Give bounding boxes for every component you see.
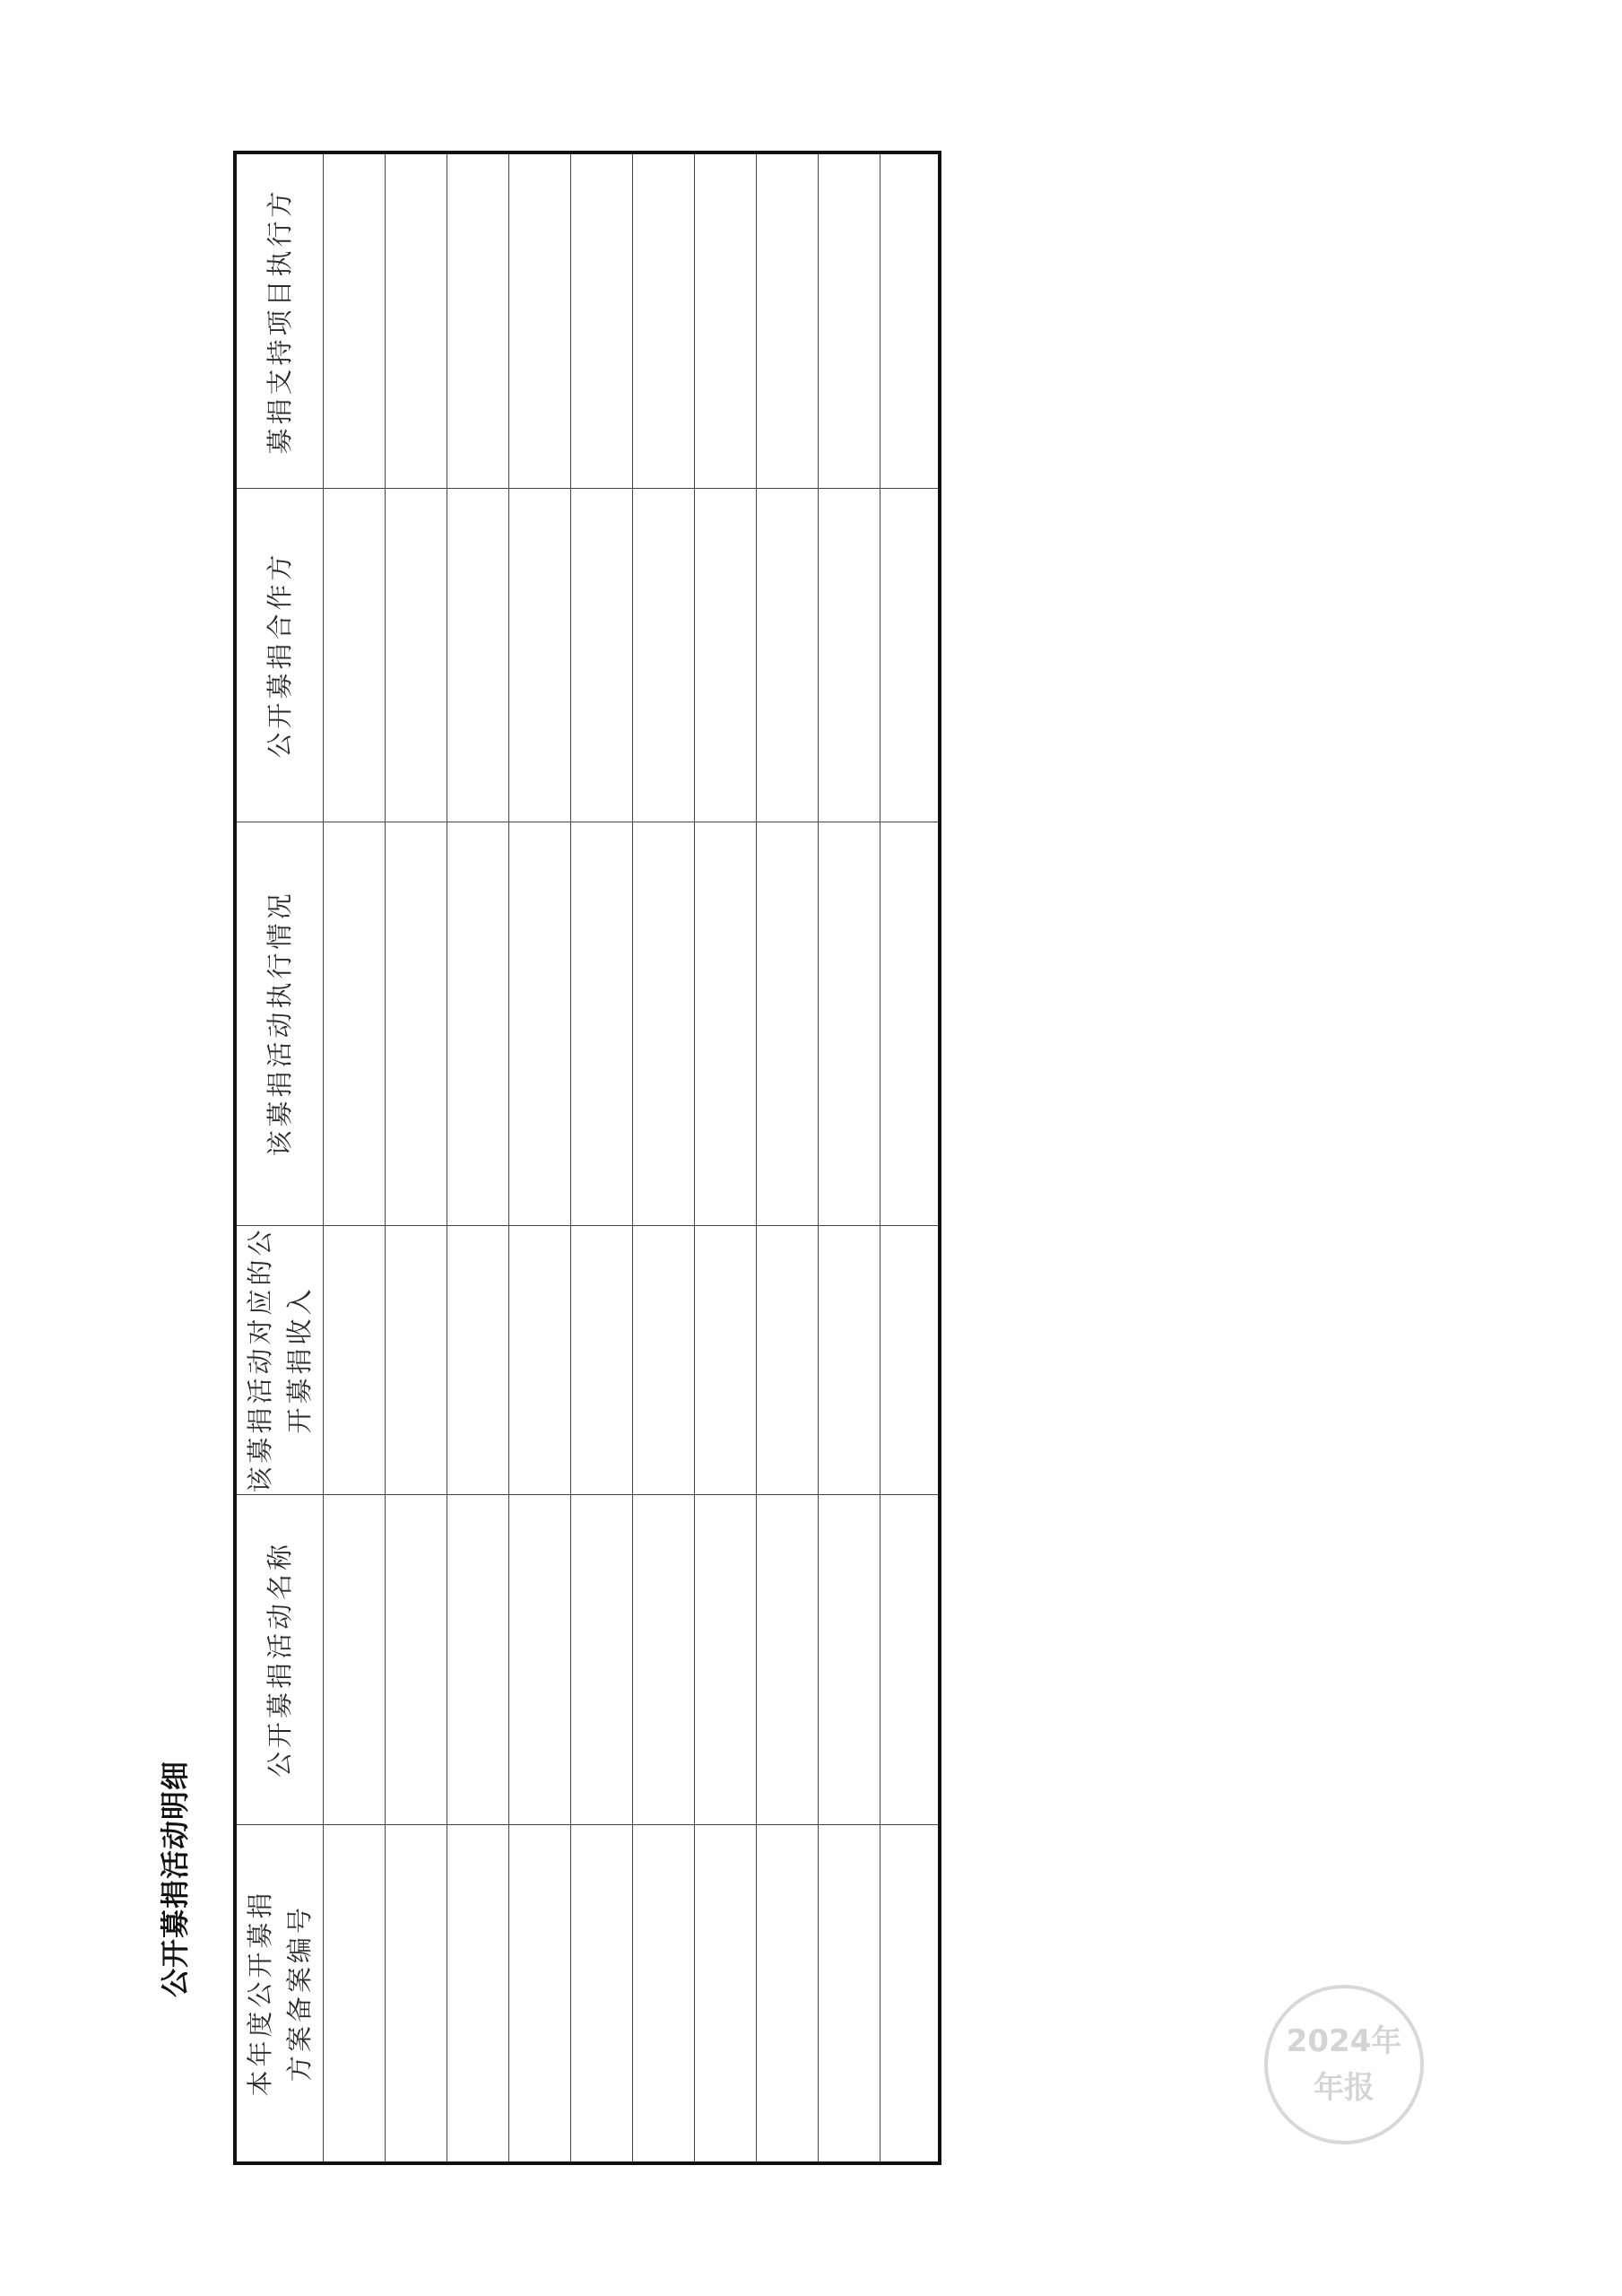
stamp-line-2: 年报 [1314, 2070, 1375, 2106]
table-grid-line [508, 154, 509, 2161]
table-grid-line [237, 1225, 938, 1226]
header-cell-execution-status [237, 822, 323, 1225]
table-grid-line [323, 154, 324, 2161]
header-label: 该募捐活动对应的公开募捐收入 [245, 1226, 315, 1493]
header-cell-activity-name [237, 1494, 323, 1824]
header-cell-partner [237, 488, 323, 822]
header-cell-filing-number [237, 1824, 323, 2161]
header-cell-donation-income [237, 1225, 323, 1494]
annual-report-stamp [1264, 1985, 1424, 2144]
header-label: 该募捐活动执行情况 [265, 890, 295, 1157]
table-grid-line [237, 488, 938, 489]
table-grid-line [237, 1824, 938, 1825]
section-title: 公开募捐活动明细 [158, 1760, 192, 1998]
header-label: 募捐支持项目执行方 [265, 187, 295, 455]
header-label: 公开募捐合作方 [265, 551, 295, 759]
stamp-line-1: 2024年 [1286, 2023, 1402, 2059]
table-grid-line [632, 154, 633, 2161]
table-grid-line [237, 1494, 938, 1495]
table-grid-line [756, 154, 757, 2161]
table-grid-line [570, 154, 571, 2161]
header-label: 公开募捐活动名称 [265, 1540, 295, 1779]
header-label: 本年度公开募捐方案备案编号 [245, 1889, 315, 2097]
table-grid-line [694, 154, 695, 2161]
donation-activity-table [233, 151, 941, 2165]
table-grid-line [385, 154, 386, 2161]
header-cell-project-executor [237, 154, 323, 488]
table-grid-line [818, 154, 819, 2161]
section-title-container [152, 1596, 194, 2161]
